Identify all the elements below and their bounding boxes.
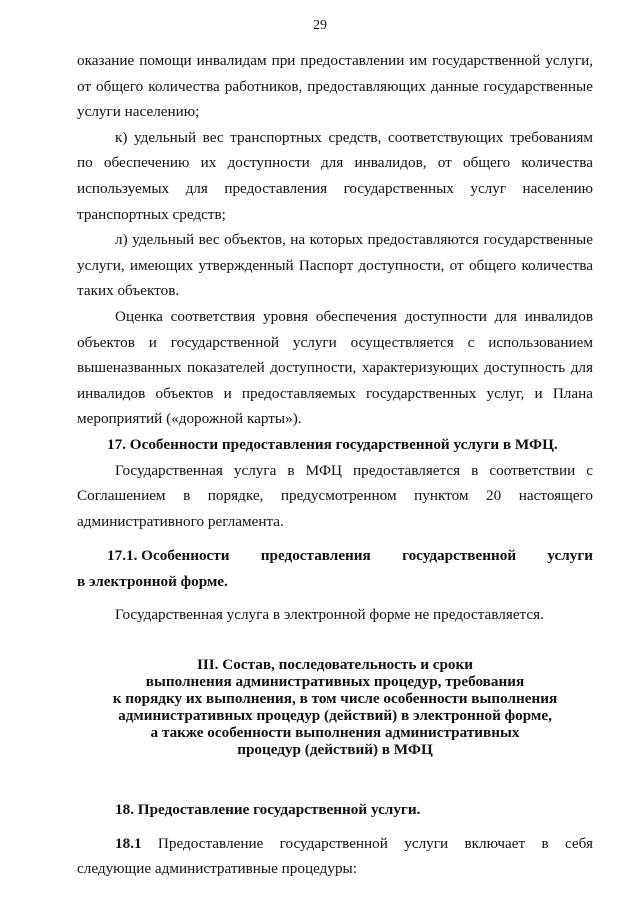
heading-17-1-word: государственной [402, 547, 517, 565]
heading-17-1-word: предоставления [260, 547, 371, 565]
section-title: III. Состав, последовательность и сроки выполнения административных процедур, требования к порядку их выполнения, в том числе особенности выполнения административных процедур (действий) в электронной форме, а также особенности выполнения административных процедур (действий) в МФЦ [112, 656, 558, 759]
heading-17-1-word: 17.1. Особенности [107, 547, 230, 565]
paragraph-item-k: к) удельный вес транспортных средств, соответствующих требованиям по обеспечению их доступности для инвалидов, от общего количества используемых для предоставления государственных услуг населению транспортных средств; [77, 128, 593, 223]
paragraph-assessment: Оценка соответствия уровня обеспечения доступности для инвалидов объектов и государственной услуги осуществляется с использованием вышеназванных показателей доступности, характеризующих доступность для инвалидов объектов и предоставляемых государственных услуг, и Плана мероприятий («дорожной карты»). [77, 307, 593, 428]
heading-18: 18. Предоставление государственной услуги. [115, 801, 421, 819]
paragraph-18-1 [77, 831, 593, 882]
paragraph-item-l: л) удельный вес объектов, на которых предоставляются государственные услуги, имеющих утвержденный Паспорт доступности, от общего количества таких объектов. [77, 231, 593, 300]
heading-17: 17. Особенности предоставления государственной услуги в МФЦ. [107, 435, 558, 453]
heading-17-1 [77, 543, 593, 569]
heading-17-1-continuation: в электронной форме. [77, 572, 228, 590]
page-body [77, 48, 593, 882]
paragraph-18-1-text: Предоставление государственной услуги включает в себя следующие административные процедуры: [77, 834, 593, 878]
page-number: 29 [313, 18, 327, 33]
paragraph-mfc: Государственная услуга в МФЦ предоставляется в соответствии с Соглашением в порядке, предусмотренном пунктом 20 настоящего административного регламента. [77, 461, 593, 530]
heading-17-1-word: услуги [547, 547, 593, 565]
paragraph-1: оказание помощи инвалидам при предоставлении им государственной услуги, от общего количества работников, предоставляющих данные государственные услуги населению; [77, 52, 593, 121]
paragraph-electronic: Государственная услуга в электронной форме не предоставляется. [115, 606, 544, 624]
paragraph-18-1-number: 18.1 [115, 834, 142, 852]
